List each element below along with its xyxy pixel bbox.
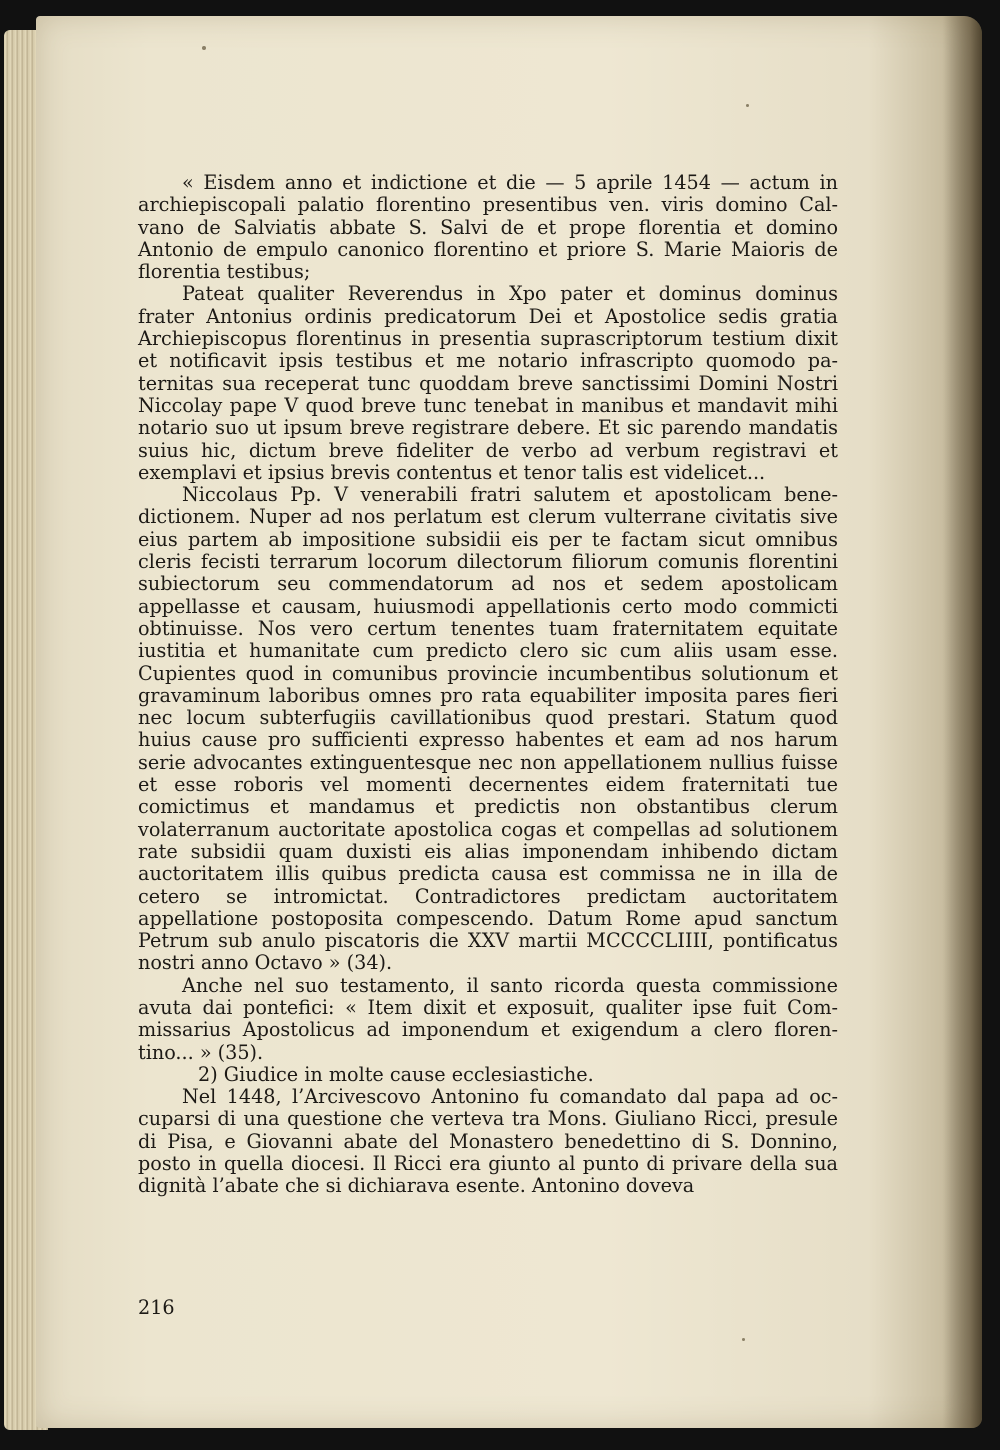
paragraph-testament: Anche nel suo testamento, il santo ricorda questa commissione avuta dai pontefici: « Item dixit et exposuit, qualiter ipse fuit Commissarius Apostolicus ad imponendum et exigendum a clero florentino... » (35). — [138, 973, 838, 1064]
page-number: 216 — [138, 1296, 175, 1319]
paragraph-papal-brief: Niccolaus Pp. V venerabili fratri salutem et apostolicam benedictionem. Nuper ad nos perlatum est clerum vulterrane civitatis sive eius partem ab impositione subsidii eis per te factam sicut omnibus cleris fecisti terrarum locorum dilectorum filiorum comunis florentini subiectorum seu commendatorum ad nos et sedem apostolicam appellasse et causam, huiusmodi appellationis certo modo commicti obtinuisse. Nos vero certum tenentes tuam fraternitatem equitate iustitia et humanitate cum predicto clero sic cum aliis usam esse. Cupientes quod in comunibus provincie incumbentibus solutionum et gravaminum laboribus omnes pro rata equabiliter imposita pares fieri nec locum subterfugiis cavillationibus quod prestari. Statum quod huius cause pro sufficienti expresso habentes et eam ad nos harum serie advocantes extinguentesque nec non appellationem nullius fuisse et esse roboris vel momenti decernentes eidem fraternitati tue comictimus et mandamus et predictis non obstantibus clerum volaterranum auctoritate apostolica cogas et compellas ad solutionem rate subsidii quam duxisti eis alias imponendam inhibendo dictam auctoritatem illis quibus predicta causa est commissa ne in illa de cetero se intromictat. Contradictores predictam auctoritatem appellatione postoposita compescendo. Datum Rome apud sanctum Petrum sub anulo piscatoris die XXV martii MCCCCLIIII, pontificatus nostri anno Octavo » (34). — [138, 483, 838, 975]
body-text — [138, 172, 838, 1198]
section-heading: 2) Giudice in molte cause ecclesiastiche. — [198, 1062, 594, 1086]
paragraph-1448: Nel 1448, l’Arcivescovo Antonino fu comandato dal papa ad occuparsi di una questione che verteva tra Mons. Giuliano Ricci, presule di Pisa, e Giovanni abate del Monastero benedettino di S. Donnino, posto in quella diocesi. Il Ricci era giunto al punto di privare della sua dignità l’abate che si dichiarava esente. Antonino doveva — [138, 1085, 838, 1198]
paper-speck — [746, 104, 749, 107]
paragraph-notarial-act: « Eisdem anno et indictione et die — 5 aprile 1454 — actum in archiepiscopali palatio florentino presentibus ven. viris domino Calvano de Salviatis abbate S. Salvi de et prope florentia et domino Antonio de empulo canonico florentino et priore S. Marie Maioris de florentia testibus; — [138, 171, 838, 284]
paragraph-pateat: Pateat qualiter Reverendus in Xpo pater et dominus dominus frater Antonius ordinis predicatorum Dei et Apostolice sedis gratia Archiepiscopus florentinus in presentia suprascriptorum testium dixit et notificavit ipsis testibus et me notario infrascripto quomodo paternitas sua receperat tunc quoddam breve sanctissimi Domini Nostri Niccolay pape V quod breve tunc tenebat in manibus et mandavit mihi notario suo ut ipsum breve registrare debere. Et sic parendo mandatis suius hic, dictum breve fideliter de verbo ad verbum registravi et exemplavi et ipsius brevis contentus et tenor talis est videlicet... — [138, 282, 838, 484]
paper-speck — [742, 1338, 745, 1341]
page-gutter-shadow — [942, 16, 982, 1428]
paper-speck — [202, 46, 206, 50]
